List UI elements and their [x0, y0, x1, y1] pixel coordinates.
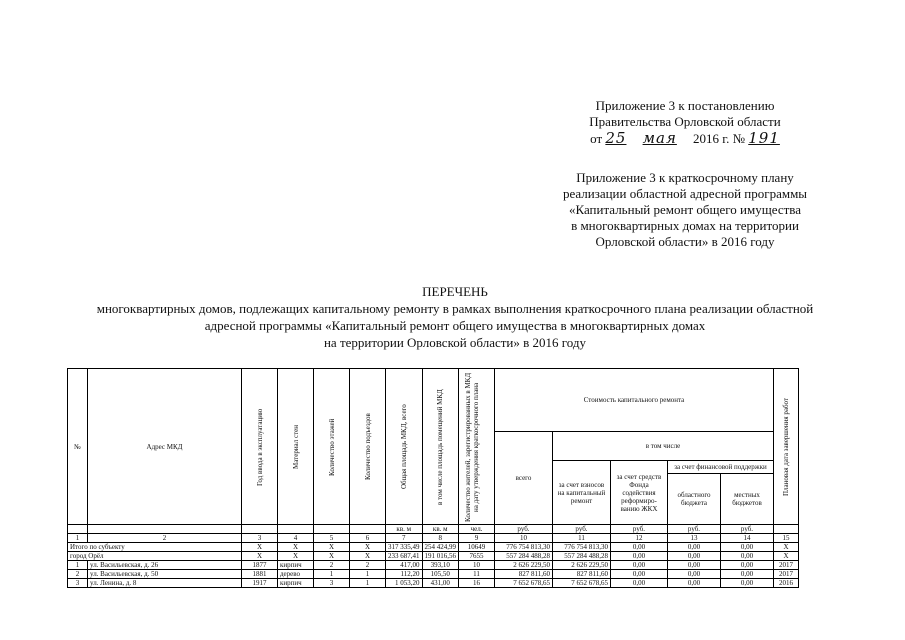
- header-premises-area: в том числе площадь помещений МКД: [436, 388, 445, 505]
- cell-premises: 191 016,56: [422, 552, 459, 561]
- cell-total: 827 811,60: [495, 570, 553, 579]
- header-budget: за счет финансовой поддержки: [668, 461, 773, 474]
- cell-area: 417,00: [386, 561, 423, 570]
- header-year: Год ввода в эксплуатацию: [255, 407, 264, 486]
- houses-table: [67, 368, 799, 588]
- cell-residents: 10649: [459, 543, 495, 552]
- header-fund: за счет средств Фонда содействия реформиро-ванию ЖКХ: [611, 461, 668, 525]
- cell-residents: 11: [459, 570, 495, 579]
- cell-material: дерево: [278, 570, 314, 579]
- title-line2: адресной программы «Капитальный ремонт общего имущества в многоквартирных домах: [204, 318, 706, 333]
- cell-area: 1 053,20: [386, 579, 423, 588]
- cell-residents: 10: [459, 561, 495, 570]
- cell-deadline: X: [774, 543, 799, 552]
- document-title: [20, 283, 890, 351]
- cell-premises: 254 424,99: [422, 543, 459, 552]
- unit-cell: кв. м: [422, 525, 459, 534]
- cell-year: X: [242, 552, 278, 561]
- col-number: 15: [774, 534, 799, 543]
- cell-entrances: 1: [350, 570, 386, 579]
- cell-deadline: X: [774, 552, 799, 561]
- cell-premises: 431,00: [422, 579, 459, 588]
- col-number: 9: [459, 534, 495, 543]
- col-number: 2: [88, 534, 242, 543]
- cell-year: 1917: [242, 579, 278, 588]
- appendix-decree-date: от 25 мая 2016 г. № 191: [590, 129, 780, 147]
- cell-premises: 105,50: [422, 570, 459, 579]
- cell-floors: 1: [314, 570, 350, 579]
- cell-regional: 0,00: [668, 543, 721, 552]
- table-row: [68, 579, 799, 588]
- col-number: 3: [242, 534, 278, 543]
- appendix-plan-line5: Орловской области» в 2016 году: [595, 234, 775, 249]
- appendix-decree-line1: Приложение 3 к постановлению: [595, 98, 775, 113]
- col-number: 4: [278, 534, 314, 543]
- cell-deadline: 2017: [774, 561, 799, 570]
- header-entrances: Количество подъездов: [363, 413, 372, 480]
- cell-deadline: 2017: [774, 570, 799, 579]
- table-row: [68, 561, 799, 570]
- summary-label: Итого по субъекту: [68, 543, 242, 552]
- unit-cell: кв. м: [386, 525, 423, 534]
- cell-area: 317 335,49: [386, 543, 423, 552]
- cell-residents: 7655: [459, 552, 495, 561]
- handwritten-day: 25: [605, 129, 627, 147]
- unit-cell: чел.: [459, 525, 495, 534]
- cell-fund: 0,00: [611, 579, 668, 588]
- unit-cell: руб.: [611, 525, 668, 534]
- cell-entrances: X: [350, 543, 386, 552]
- cell-entrances: X: [350, 552, 386, 561]
- cell-year: 1877: [242, 561, 278, 570]
- appendix-plan: [520, 170, 850, 250]
- appendix-plan-line2: реализации областной адресной программы: [562, 186, 808, 201]
- header-material: Материал стен: [291, 424, 300, 469]
- cell-material: кирпич: [278, 561, 314, 570]
- cell-deadline: 2016: [774, 579, 799, 588]
- col-number: 5: [314, 534, 350, 543]
- cell-num: 2: [68, 570, 88, 579]
- appendix-plan-line4: в многоквартирных домах на территории: [571, 218, 799, 233]
- table-row: [68, 570, 799, 579]
- summary-row-city: [68, 552, 799, 561]
- cell-year: X: [242, 543, 278, 552]
- column-numbers-row: [68, 534, 799, 543]
- cell-premises: 393,10: [422, 561, 459, 570]
- unit-cell: руб.: [668, 525, 721, 534]
- header-deadline: Плановая дата завершения работ: [782, 397, 790, 496]
- cell-year: 1881: [242, 570, 278, 579]
- cell-owners: 557 284 488,28: [553, 552, 611, 561]
- handwritten-number: 191: [748, 129, 780, 147]
- cell-regional: 0,00: [668, 570, 721, 579]
- unit-cell: руб.: [553, 525, 611, 534]
- title-line3: на территории Орловской области» в 2016 году: [323, 335, 587, 350]
- cell-fund: 0,00: [611, 570, 668, 579]
- cell-area: 112,20: [386, 570, 423, 579]
- cell-local: 0,00: [721, 570, 774, 579]
- cell-material: X: [278, 543, 314, 552]
- appendix-plan-line1: Приложение 3 к краткосрочному плану: [576, 170, 794, 185]
- cell-local: 0,00: [721, 561, 774, 570]
- cell-total: 776 754 813,30: [495, 543, 553, 552]
- title-line1: многоквартирных домов, подлежащих капитальному ремонту в рамках выполнения краткосрочного плана реализации областной: [96, 301, 814, 316]
- cell-owners: 7 652 678,65: [553, 579, 611, 588]
- cell-total: 7 652 678,65: [495, 579, 553, 588]
- cell-local: 0,00: [721, 579, 774, 588]
- header-local: местных бюджетов: [732, 491, 762, 507]
- cell-local: 0,00: [721, 552, 774, 561]
- header-regional: областного бюджета: [668, 474, 721, 524]
- header-address: Адрес МКД: [88, 369, 242, 525]
- cell-floors: X: [314, 543, 350, 552]
- cell-regional: 0,00: [668, 552, 721, 561]
- appendix-decree-line2: Правительства Орловской области: [589, 114, 781, 129]
- appendix-decree: [520, 98, 850, 147]
- cell-floors: 3: [314, 579, 350, 588]
- header-num: №: [68, 369, 88, 525]
- col-number: 1: [68, 534, 88, 543]
- col-number: 13: [668, 534, 721, 543]
- header-owners: за счет взносов на капитальный ремонт: [553, 461, 611, 525]
- cell-fund: 0,00: [611, 561, 668, 570]
- cell-fund: 0,00: [611, 543, 668, 552]
- col-number: 11: [553, 534, 611, 543]
- title-heading: ПЕРЕЧЕНЬ: [422, 284, 488, 299]
- cell-num: 3: [68, 579, 88, 588]
- header-floors: Количество этажей: [327, 417, 336, 476]
- header-including: в том числе: [553, 432, 774, 461]
- handwritten-month: мая: [642, 129, 677, 147]
- cell-material: X: [278, 552, 314, 561]
- col-number: 10: [495, 534, 553, 543]
- cell-owners: 2 626 229,50: [553, 561, 611, 570]
- cell-floors: 2: [314, 561, 350, 570]
- col-number: 8: [422, 534, 459, 543]
- cell-owners: 776 754 813,30: [553, 543, 611, 552]
- cell-local: 0,00: [721, 543, 774, 552]
- cell-total: 557 284 488,28: [495, 552, 553, 561]
- cell-area: 233 687,41: [386, 552, 423, 561]
- cell-owners: 827 811,60: [553, 570, 611, 579]
- cell-total: 2 626 229,50: [495, 561, 553, 570]
- unit-cell: руб.: [495, 525, 553, 534]
- cell-floors: X: [314, 552, 350, 561]
- cell-residents: 16: [459, 579, 495, 588]
- summary-row-subject: [68, 543, 799, 552]
- cell-regional: 0,00: [668, 561, 721, 570]
- appendix-plan-line3: «Капитальный ремонт общего имущества: [568, 202, 802, 217]
- col-number: 12: [611, 534, 668, 543]
- cell-address: ул. Ленина, д. 8: [88, 579, 242, 588]
- unit-cell: руб.: [721, 525, 774, 534]
- header-total: всего: [495, 432, 553, 525]
- cell-entrances: 2: [350, 561, 386, 570]
- cell-fund: 0,00: [611, 552, 668, 561]
- header-cost: Стоимость капитального ремонта: [495, 369, 774, 432]
- cell-address: ул. Васильевская, д. 50: [88, 570, 242, 579]
- col-number: 7: [386, 534, 423, 543]
- header-total-area: Общая площадь МКД, всего: [399, 404, 408, 489]
- cell-entrances: 1: [350, 579, 386, 588]
- cell-regional: 0,00: [668, 579, 721, 588]
- cell-material: кирпич: [278, 579, 314, 588]
- cell-num: 1: [68, 561, 88, 570]
- col-number: 6: [350, 534, 386, 543]
- summary-label: город Орёл: [68, 552, 242, 561]
- cell-address: ул. Васильевская, д. 26: [88, 561, 242, 570]
- col-number: 14: [721, 534, 774, 543]
- header-residents: Количество жителей, зарегистрированных в МКД на дату утверждения краткосрочного плана: [463, 371, 480, 522]
